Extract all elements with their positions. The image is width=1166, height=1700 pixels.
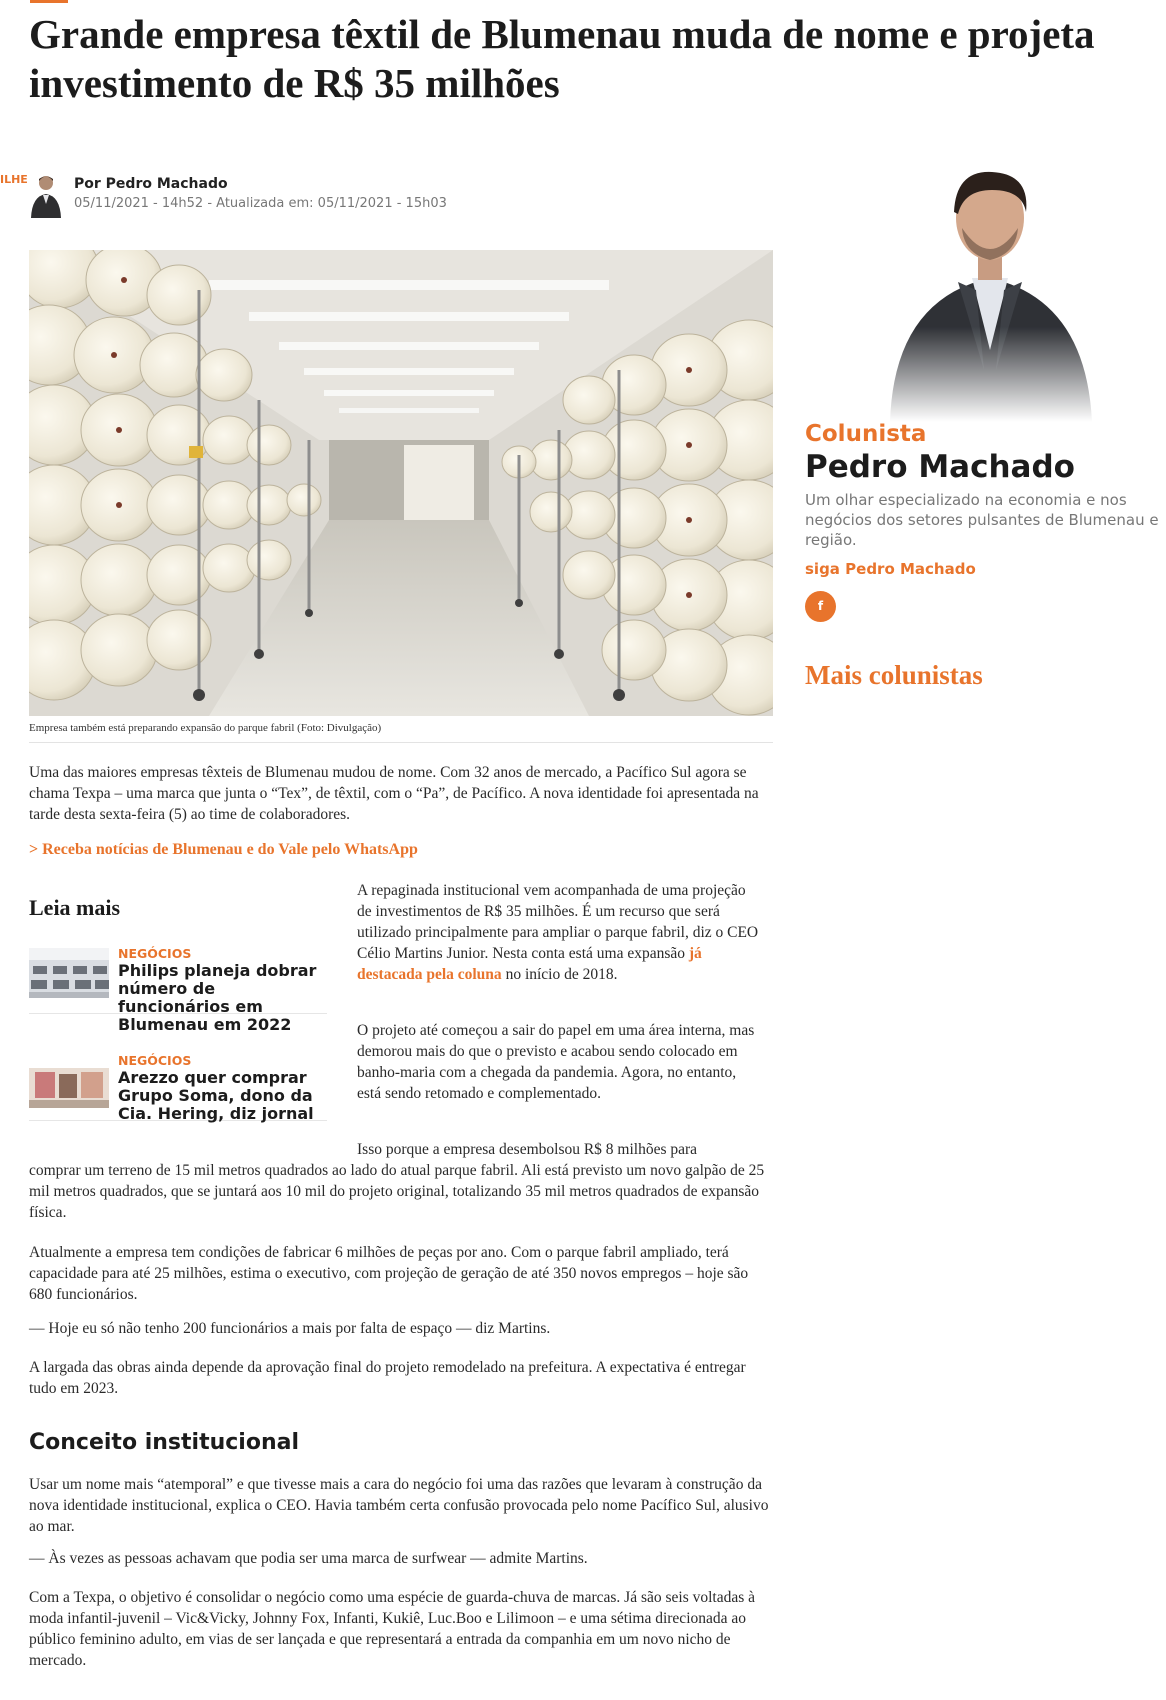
leia-mais-category-2: NEGÓCIOS <box>118 1053 192 1068</box>
whatsapp-link[interactable]: > Receba notícias de Blumenau e do Vale pelo WhatsApp <box>29 841 418 858</box>
side-tag: ILHE <box>0 173 28 186</box>
textile-factory-image <box>29 250 773 716</box>
facebook-icon[interactable]: f <box>805 591 836 622</box>
article-paragraph-7: A largada das obras ainda depende da aprovação final do projeto remodelado na prefeitura. A expectativa é entregar tudo em 2023. <box>29 1359 746 1397</box>
columnist-description: Um olhar especializado na economia e nos negócios dos setores pulsantes de Blumenau e região. <box>805 491 1159 549</box>
p2-text-after: no início de 2018. <box>501 966 618 983</box>
store-thumbnail-image <box>29 1058 109 1108</box>
article-headline: Grande empresa têxtil de Blumenau muda de nome e projeta investimento de R$ 35 milhões <box>29 11 1095 106</box>
top-accent-bar <box>30 0 68 3</box>
byline-prefix: Por <box>74 176 101 192</box>
inline-coluna-link[interactable]: já destacada pela coluna <box>357 945 702 983</box>
byline-author <box>74 176 228 192</box>
leia-mais-category-1: NEGÓCIOS <box>118 946 192 961</box>
article-paragraph-8: Usar um nome mais “atemporal” e que tivesse mais a cara do negócio foi uma das razões que levaram à construção da nova identidade institucional, explica o CEO. Havia também certa confusão provocada pelo nome Pacífico Sul, alusivo ao mar. <box>29 1476 769 1535</box>
p2-text-before: A repaginada institucional vem acompanhada de uma projeção de investimentos de R$ 35 milhões. É um recurso que será utilizado principalmente para ampliar o parque fabril, diz o CEO Célio Martins Junior. Nesta conta está uma expansão <box>357 882 759 962</box>
leia-mais-title: Leia mais <box>29 895 121 920</box>
article-paragraph-4b: comprar um terreno de 15 mil metros quadrados ao lado do atual parque fabril. Ali está previsto um novo galpão de 25 mil metros quadrados, que se juntará aos 10 mil do projeto original, totalizando 35 mil metros quadrados de expansão física. <box>29 1162 765 1221</box>
columnist-name[interactable]: Pedro Machado <box>805 449 1075 485</box>
article-paragraph-3: O projeto até começou a sair do papel em uma área interna, mas demorou mais do que o previsto e acabou sendo colocado em banho-maria com a chegada da pandemia. Agora, no entanto, está sendo retomado e complementado. <box>357 1022 755 1102</box>
article-photo <box>29 250 773 716</box>
leia-mais-item-1[interactable] <box>29 945 327 1034</box>
byline-date: 05/11/2021 - 14h52 - Atualizada em: 05/11/2021 - 15h03 <box>74 196 447 211</box>
section-heading: Conceito institucional <box>29 1430 299 1455</box>
article-paragraph-6: — Hoje eu só não tenho 200 funcionários a mais por falta de espaço — diz Martins. <box>29 1320 551 1337</box>
author-avatar[interactable] <box>28 170 64 218</box>
leia-mais-thumb-2[interactable] <box>29 1058 109 1108</box>
more-columnists-link[interactable]: Mais colunistas <box>805 660 983 690</box>
leia-mais-headline-2[interactable]: Arezzo quer comprar Grupo Soma, dono da Cia. Hering, diz jornal <box>118 1068 314 1123</box>
article-paragraph-1: Uma das maiores empresas têxteis de Blumenau mudou de nome. Com 32 anos de mercado, a Pacífico Sul agora se chama Texpa – uma marca que junta o “Tex”, de têxtil, com o “Pa”, de Pacífico. A nova identidade foi apresentada na tarde desta sexta-feira (5) ao time de colaboradores. <box>29 764 759 823</box>
article-paragraph-4a: Isso porque a empresa desembolsou R$ 8 milhões para <box>357 1141 698 1158</box>
photo-caption: Empresa também está preparando expansão do parque fabril (Foto: Divulgação) <box>29 722 382 734</box>
article-paragraph-9: — Às vezes as pessoas achavam que podia ser uma marca de surfwear — admite Martins. <box>29 1550 588 1567</box>
byline-author-name[interactable]: Pedro Machado <box>105 176 228 192</box>
follow-columnist-label: siga Pedro Machado <box>805 560 976 578</box>
columnist-photo <box>880 150 1100 422</box>
leia-mais-item-2[interactable] <box>29 1052 327 1121</box>
article-paragraph-10: Com a Texpa, o objetivo é consolidar o negócio como uma espécie de guarda-chuva de marcas. Já são seis voltadas à moda infantil-juvenil – Vic&Vicky, Johnny Fox, Infanti, Kukiê, Luc.Boo e Lilimoon – e uma sétima direcionada ao público feminino adulto, em vias de ser lançada e que representará a entrada da companhia em um novo nicho de mercado. <box>29 1589 756 1669</box>
columnist-label: Colunista <box>805 421 927 447</box>
article-paragraph-5: Atualmente a empresa tem condições de fabricar 6 milhões de peças por ano. Com o parque fabril ampliado, terá capacidade para até 25 milhões, estima o executivo, com projeção de geração de até 350 novos empregos – hoje são 680 funcionários. <box>29 1244 749 1303</box>
leia-mais-thumb-1[interactable] <box>29 948 109 998</box>
article-paragraph-2 <box>357 880 763 985</box>
leia-mais-headline-1[interactable]: Philips planeja dobrar número de funcionários em Blumenau em 2022 <box>118 961 317 1034</box>
office-thumbnail-image <box>29 948 109 998</box>
caption-divider <box>29 742 773 743</box>
